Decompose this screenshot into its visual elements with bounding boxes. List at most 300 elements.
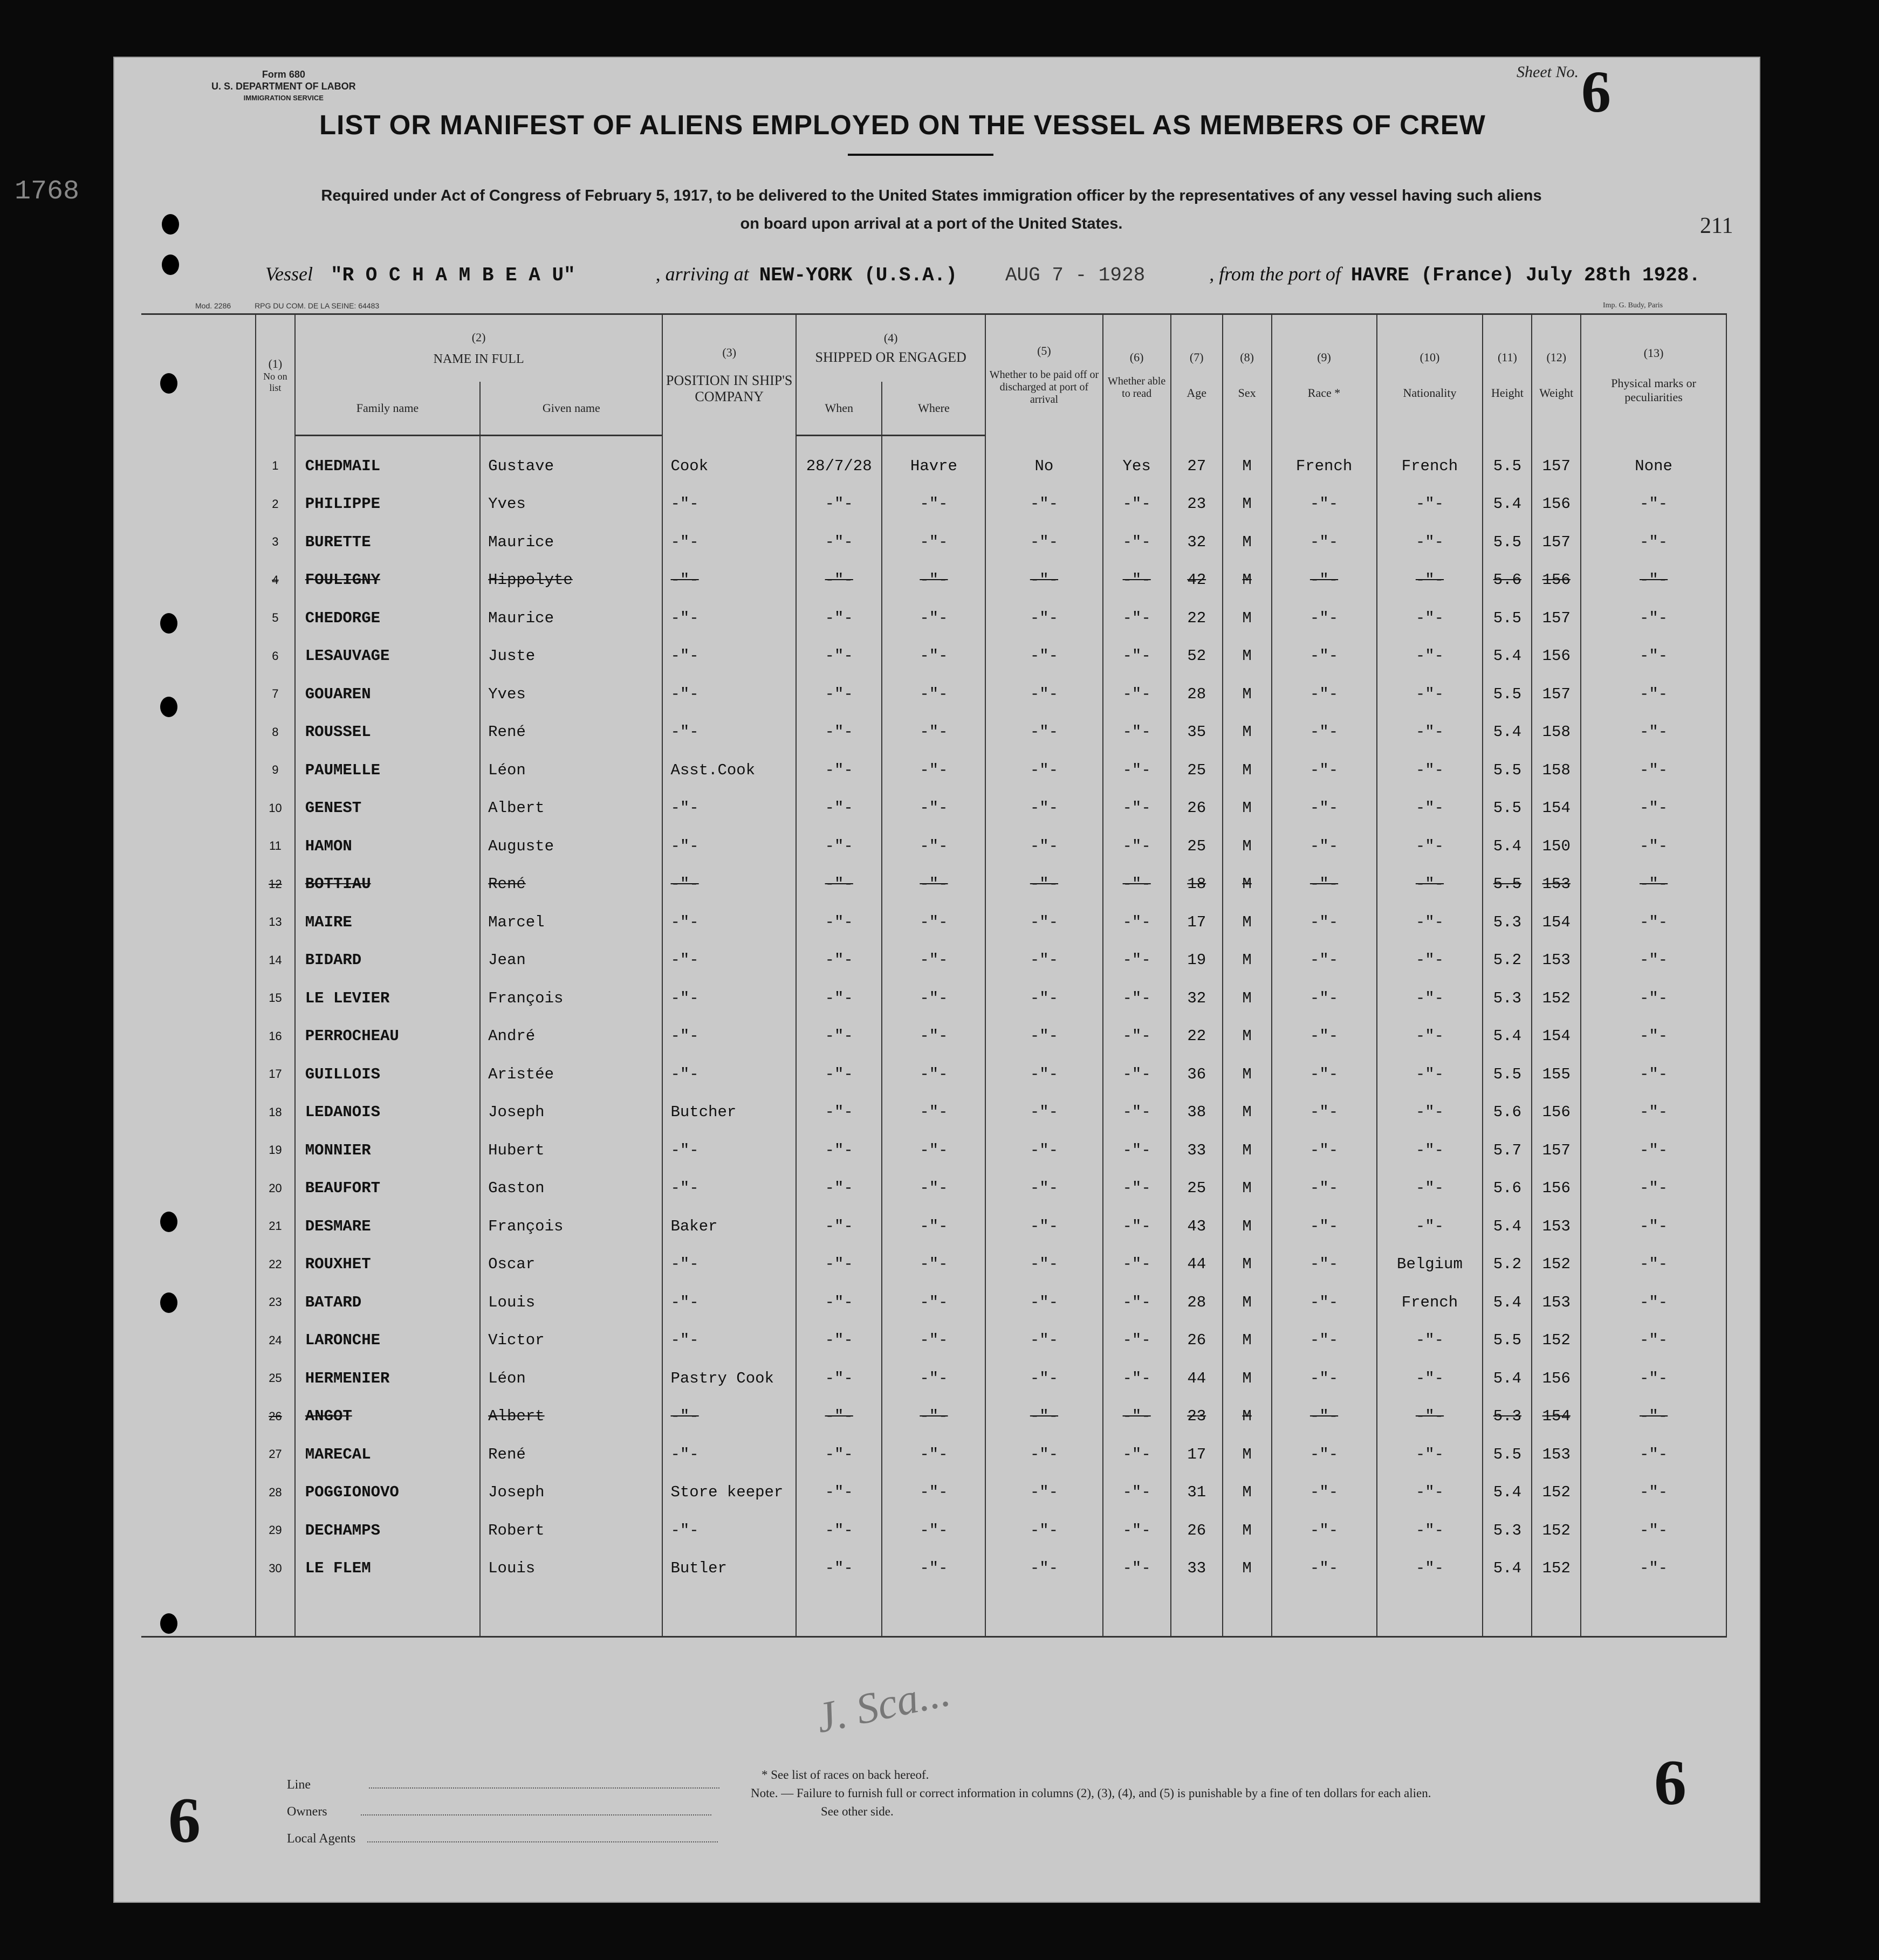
table-row <box>141 1474 1726 1512</box>
nationality-cell: -"- <box>1377 1017 1483 1056</box>
physical-marks-cell: -"- <box>1581 827 1726 865</box>
punch-hole <box>160 1613 177 1634</box>
spacer-row <box>141 436 1726 448</box>
race-cell: -"- <box>1272 1207 1377 1246</box>
row-number-cell: 3 <box>256 523 295 561</box>
weight-cell: 152 <box>1532 979 1581 1017</box>
paid-off-cell: -"- <box>985 1359 1102 1398</box>
height-cell: 5.2 <box>1483 941 1532 980</box>
height-cell: 5.3 <box>1483 1398 1532 1436</box>
table-row <box>141 713 1726 752</box>
nationality-cell: -"- <box>1377 1435 1483 1474</box>
table-row <box>141 1131 1726 1170</box>
weight-cell: 152 <box>1532 1474 1581 1512</box>
given-name-cell: Oscar <box>480 1246 662 1284</box>
shipped-where-cell: -"- <box>882 903 985 941</box>
given-name-cell: Juste <box>480 637 662 676</box>
shipped-where-cell: -"- <box>882 979 985 1017</box>
shipped-where-cell: -"- <box>882 1359 985 1398</box>
shipped-where-cell: -"- <box>882 1131 985 1170</box>
physical-marks-cell: -"- <box>1581 903 1726 941</box>
position-cell: -"- <box>662 941 796 980</box>
sex-cell: M <box>1223 1207 1272 1246</box>
paid-off-cell: -"- <box>985 979 1102 1017</box>
col-read-header: (6) Whether able to read <box>1103 314 1171 436</box>
paid-off-cell: -"- <box>985 1131 1102 1170</box>
given-name-cell: Léon <box>480 1359 662 1398</box>
sex-cell: M <box>1223 1094 1272 1132</box>
weight-cell: 157 <box>1532 523 1581 561</box>
table-row <box>141 903 1726 941</box>
other-side-note: See other side. <box>821 1805 894 1818</box>
physical-marks-cell: -"- <box>1581 561 1726 600</box>
height-cell: 5.4 <box>1483 713 1532 752</box>
crew-table <box>141 313 1727 1638</box>
weight-cell: 156 <box>1532 485 1581 524</box>
paid-off-cell: -"- <box>985 1474 1102 1512</box>
col-name-header: (2) NAME IN FULL <box>295 314 663 382</box>
race-cell: -"- <box>1272 827 1377 865</box>
punch-hole <box>160 613 177 634</box>
shipped-when-cell: -"- <box>796 1511 882 1550</box>
col-family-header: Family name <box>295 382 480 436</box>
age-cell: 25 <box>1171 751 1223 789</box>
shipped-where-cell: -"- <box>882 523 985 561</box>
physical-marks-cell: -"- <box>1581 1207 1726 1246</box>
family-name-cell: GUILLOIS <box>295 1055 480 1094</box>
margin-cell <box>141 1398 256 1436</box>
paid-off-cell: -"- <box>985 523 1102 561</box>
table-row <box>141 1055 1726 1094</box>
position-cell: -"- <box>662 1435 796 1474</box>
given-name-cell: Joseph <box>480 1094 662 1132</box>
margin-cell <box>141 1435 256 1474</box>
margin-header <box>141 314 256 436</box>
owners-label: Owners <box>287 1805 327 1819</box>
family-name-cell: PHILIPPE <box>295 485 480 524</box>
margin-cell <box>141 561 256 600</box>
given-name-cell: Auguste <box>480 827 662 865</box>
position-cell: -"- <box>662 561 796 600</box>
race-cell: -"- <box>1272 523 1377 561</box>
given-name-cell: Albert <box>480 1398 662 1436</box>
height-cell: 5.5 <box>1483 865 1532 904</box>
height-cell: 5.5 <box>1483 1435 1532 1474</box>
bottom-left-number: 6 <box>168 1784 201 1856</box>
table-row <box>141 789 1726 828</box>
position-cell: -"- <box>662 675 796 713</box>
col-weight-header: (12) Weight <box>1532 314 1581 436</box>
able-to-read-cell: -"- <box>1103 523 1171 561</box>
nationality-cell: French <box>1377 447 1483 485</box>
shipped-when-cell: -"- <box>796 979 882 1017</box>
able-to-read-cell: -"- <box>1103 1322 1171 1360</box>
sex-cell: M <box>1223 637 1272 676</box>
form-header <box>211 68 356 104</box>
sex-cell: M <box>1223 865 1272 904</box>
physical-marks-cell: -"- <box>1581 1131 1726 1170</box>
able-to-read-cell: -"- <box>1103 1435 1171 1474</box>
paid-off-cell: -"- <box>985 1094 1102 1132</box>
able-to-read-cell: -"- <box>1103 1094 1171 1132</box>
page-title: LIST OR MANIFEST OF ALIENS EMPLOYED ON THE VESSEL AS MEMBERS OF CREW <box>319 109 1486 140</box>
paid-off-cell: -"- <box>985 789 1102 828</box>
position-cell: -"- <box>662 1017 796 1056</box>
shipped-when-cell: -"- <box>796 713 882 752</box>
margin-cell <box>141 1359 256 1398</box>
weight-cell: 150 <box>1532 827 1581 865</box>
shipped-when-cell: -"- <box>796 789 882 828</box>
shipped-where-cell: -"- <box>882 1398 985 1436</box>
row-number-cell: 20 <box>256 1170 295 1208</box>
nationality-cell: -"- <box>1377 865 1483 904</box>
shipped-when-cell: -"- <box>796 1322 882 1360</box>
able-to-read-cell: -"- <box>1103 865 1171 904</box>
sex-cell: M <box>1223 941 1272 980</box>
margin-cell <box>141 1283 256 1322</box>
physical-marks-cell: -"- <box>1581 485 1726 524</box>
sex-cell: M <box>1223 903 1272 941</box>
age-cell: 44 <box>1171 1359 1223 1398</box>
punch-hole <box>160 373 177 394</box>
race-cell: -"- <box>1272 485 1377 524</box>
margin-cell <box>141 1131 256 1170</box>
paid-off-cell: No <box>985 447 1102 485</box>
shipped-where-cell: -"- <box>882 1283 985 1322</box>
able-to-read-cell: -"- <box>1103 1283 1171 1322</box>
given-name-cell: Aristée <box>480 1055 662 1094</box>
paid-off-cell: -"- <box>985 713 1102 752</box>
row-number-cell: 15 <box>256 979 295 1017</box>
line-field[interactable] <box>369 1787 719 1789</box>
race-cell: -"- <box>1272 1550 1377 1588</box>
position-cell: Butcher <box>662 1094 796 1132</box>
position-cell: -"- <box>662 713 796 752</box>
date-stamp: AUG 7 - 1928 <box>1005 264 1146 286</box>
sex-cell: M <box>1223 675 1272 713</box>
margin-cell <box>141 447 256 485</box>
arriving-port: NEW-YORK (U.S.A.) <box>759 264 957 286</box>
margin-cell <box>141 1474 256 1512</box>
race-cell: -"- <box>1272 1398 1377 1436</box>
race-cell: -"- <box>1272 903 1377 941</box>
shipped-when-cell: -"- <box>796 637 882 676</box>
weight-cell: 156 <box>1532 1359 1581 1398</box>
weight-cell: 154 <box>1532 1398 1581 1436</box>
requirement-text <box>211 182 1651 238</box>
table-row <box>141 1246 1726 1284</box>
punch-hole <box>160 1212 177 1232</box>
shipped-when-cell: -"- <box>796 1550 882 1588</box>
shipped-when-cell: -"- <box>796 1055 882 1094</box>
table-row <box>141 1283 1726 1322</box>
height-cell: 5.5 <box>1483 751 1532 789</box>
shipped-when-cell: -"- <box>796 599 882 637</box>
table-row <box>141 979 1726 1017</box>
weight-cell: 154 <box>1532 1017 1581 1056</box>
agents-field[interactable] <box>367 1841 718 1842</box>
physical-marks-cell: -"- <box>1581 713 1726 752</box>
row-number-cell: 19 <box>256 1131 295 1170</box>
position-cell: -"- <box>662 1511 796 1550</box>
row-number-cell: 2 <box>256 485 295 524</box>
height-cell: 5.5 <box>1483 789 1532 828</box>
height-cell: 5.5 <box>1483 523 1532 561</box>
family-name-cell: PAUMELLE <box>295 751 480 789</box>
shipped-where-cell: -"- <box>882 1170 985 1208</box>
shipped-when-cell: -"- <box>796 1435 882 1474</box>
shipped-where-cell: Havre <box>882 447 985 485</box>
col-given-header: Given name <box>480 382 662 436</box>
able-to-read-cell: -"- <box>1103 1207 1171 1246</box>
age-cell: 38 <box>1171 1094 1223 1132</box>
position-cell: -"- <box>662 1131 796 1170</box>
sex-cell: M <box>1223 789 1272 828</box>
family-name-cell: BOTTIAU <box>295 865 480 904</box>
shipped-when-cell: -"- <box>796 1207 882 1246</box>
owners-field[interactable] <box>361 1814 711 1815</box>
position-cell: -"- <box>662 637 796 676</box>
family-name-cell: LARONCHE <box>295 1322 480 1360</box>
able-to-read-cell: -"- <box>1103 903 1171 941</box>
height-cell: 5.3 <box>1483 1511 1532 1550</box>
margin-cell <box>141 485 256 524</box>
table-row <box>141 1511 1726 1550</box>
position-cell: -"- <box>662 1246 796 1284</box>
position-cell: Store keeper <box>662 1474 796 1512</box>
physical-marks-cell: -"- <box>1581 1435 1726 1474</box>
age-cell: 35 <box>1171 713 1223 752</box>
paid-off-cell: -"- <box>985 1283 1102 1322</box>
footer-notes <box>751 1766 1431 1821</box>
family-name-cell: LE LEVIER <box>295 979 480 1017</box>
race-cell: -"- <box>1272 561 1377 600</box>
shipped-when-cell: -"- <box>796 827 882 865</box>
age-cell: 31 <box>1171 1474 1223 1512</box>
position-cell: -"- <box>662 1170 796 1208</box>
able-to-read-cell: -"- <box>1103 637 1171 676</box>
sex-cell: M <box>1223 1359 1272 1398</box>
physical-marks-cell: -"- <box>1581 1017 1726 1056</box>
family-name-cell: HERMENIER <box>295 1359 480 1398</box>
title-underline <box>848 154 993 156</box>
row-number-cell: 22 <box>256 1246 295 1284</box>
family-name-cell: ROUSSEL <box>295 713 480 752</box>
race-cell: -"- <box>1272 1055 1377 1094</box>
nationality-cell: -"- <box>1377 751 1483 789</box>
shipped-where-cell: -"- <box>882 1550 985 1588</box>
shipped-when-cell: -"- <box>796 941 882 980</box>
race-cell: -"- <box>1272 979 1377 1017</box>
margin-cell <box>141 1322 256 1360</box>
family-name-cell: FOULIGNY <box>295 561 480 600</box>
col-age-header: (7) Age <box>1171 314 1223 436</box>
table-row <box>141 1359 1726 1398</box>
nationality-cell: -"- <box>1377 827 1483 865</box>
age-cell: 52 <box>1171 637 1223 676</box>
margin-cell <box>141 1094 256 1132</box>
sex-cell: M <box>1223 599 1272 637</box>
height-cell: 5.5 <box>1483 1322 1532 1360</box>
table-row <box>141 865 1726 904</box>
physical-marks-cell: -"- <box>1581 1170 1726 1208</box>
race-cell: -"- <box>1272 1283 1377 1322</box>
physical-marks-cell: -"- <box>1581 1398 1726 1436</box>
weight-cell: 157 <box>1532 447 1581 485</box>
shipped-when-cell: -"- <box>796 561 882 600</box>
family-name-cell: GENEST <box>295 789 480 828</box>
paid-off-cell: -"- <box>985 485 1102 524</box>
able-to-read-cell: -"- <box>1103 1550 1171 1588</box>
paid-off-cell: -"- <box>985 1170 1102 1208</box>
punch-hole <box>162 255 179 275</box>
shipped-where-cell: -"- <box>882 1511 985 1550</box>
nationality-cell: -"- <box>1377 599 1483 637</box>
given-name-cell: Jean <box>480 941 662 980</box>
family-name-cell: BATARD <box>295 1283 480 1322</box>
col-nationality-header: (10) Nationality <box>1377 314 1483 436</box>
race-cell: -"- <box>1272 1170 1377 1208</box>
position-cell: Pastry Cook <box>662 1359 796 1398</box>
row-number-cell: 21 <box>256 1207 295 1246</box>
shipped-when-cell: -"- <box>796 1474 882 1512</box>
height-cell: 5.4 <box>1483 637 1532 676</box>
position-cell: -"- <box>662 523 796 561</box>
weight-cell: 152 <box>1532 1511 1581 1550</box>
able-to-read-cell: -"- <box>1103 941 1171 980</box>
able-to-read-cell: -"- <box>1103 789 1171 828</box>
weight-cell: 156 <box>1532 561 1581 600</box>
vessel-name: "R O C H A M B E A U" <box>330 264 575 286</box>
family-name-cell: CHEDMAIL <box>295 447 480 485</box>
nationality-cell: -"- <box>1377 1055 1483 1094</box>
weight-cell: 157 <box>1532 599 1581 637</box>
row-number-cell: 7 <box>256 675 295 713</box>
paid-off-cell: -"- <box>985 1550 1102 1588</box>
nationality-cell: -"- <box>1377 1094 1483 1132</box>
able-to-read-cell: -"- <box>1103 1246 1171 1284</box>
table-row <box>141 1435 1726 1474</box>
age-cell: 33 <box>1171 1131 1223 1170</box>
table-row <box>141 1322 1726 1360</box>
able-to-read-cell: -"- <box>1103 979 1171 1017</box>
age-cell: 22 <box>1171 1017 1223 1056</box>
footer-fields <box>287 1771 719 1852</box>
shipped-when-cell: -"- <box>796 1131 882 1170</box>
shipped-when-cell: -"- <box>796 485 882 524</box>
position-cell: -"- <box>662 1283 796 1322</box>
shipped-where-cell: -"- <box>882 1017 985 1056</box>
margin-cell <box>141 1511 256 1550</box>
shipped-where-cell: -"- <box>882 1094 985 1132</box>
family-name-cell: MONNIER <box>295 1131 480 1170</box>
given-name-cell: André <box>480 1017 662 1056</box>
sex-cell: M <box>1223 1474 1272 1512</box>
row-number-cell: 9 <box>256 751 295 789</box>
given-name-cell: René <box>480 865 662 904</box>
shipped-when-cell: -"- <box>796 1246 882 1284</box>
table-row <box>141 523 1726 561</box>
shipped-where-cell: -"- <box>882 789 985 828</box>
col-when-header: When <box>796 382 882 436</box>
shipped-where-cell: -"- <box>882 1435 985 1474</box>
physical-marks-cell: None <box>1581 447 1726 485</box>
weight-cell: 152 <box>1532 1322 1581 1360</box>
race-cell: -"- <box>1272 1511 1377 1550</box>
paid-off-cell: -"- <box>985 941 1102 980</box>
physical-marks-cell: -"- <box>1581 1283 1726 1322</box>
nationality-cell: -"- <box>1377 1550 1483 1588</box>
sex-cell: M <box>1223 1246 1272 1284</box>
nationality-cell: -"- <box>1377 713 1483 752</box>
shipped-where-cell: -"- <box>882 599 985 637</box>
paid-off-cell: -"- <box>985 561 1102 600</box>
table-row <box>141 675 1726 713</box>
age-cell: 32 <box>1171 523 1223 561</box>
line-label: Line <box>287 1778 311 1792</box>
able-to-read-cell: -"- <box>1103 1017 1171 1056</box>
given-name-cell: Maurice <box>480 523 662 561</box>
position-cell: -"- <box>662 599 796 637</box>
paid-off-cell: -"- <box>985 675 1102 713</box>
shipped-when-cell: -"- <box>796 1398 882 1436</box>
weight-cell: 153 <box>1532 1435 1581 1474</box>
physical-marks-cell: -"- <box>1581 941 1726 980</box>
sex-cell: M <box>1223 1017 1272 1056</box>
weight-cell: 153 <box>1532 941 1581 980</box>
able-to-read-cell: -"- <box>1103 1055 1171 1094</box>
family-name-cell: HAMON <box>295 827 480 865</box>
agents-label: Local Agents <box>287 1832 356 1846</box>
table-row <box>141 1170 1726 1208</box>
mod-text <box>195 301 379 310</box>
margin-cell <box>141 1207 256 1246</box>
shipped-when-cell: 28/7/28 <box>796 447 882 485</box>
physical-marks-cell: -"- <box>1581 1246 1726 1284</box>
given-name-cell: François <box>480 1207 662 1246</box>
row-number-cell: 26 <box>256 1398 295 1436</box>
margin-cell <box>141 523 256 561</box>
weight-cell: 158 <box>1532 751 1581 789</box>
table-row <box>141 827 1726 865</box>
row-number-cell: 4 <box>256 561 295 600</box>
col-where-header: Where <box>882 382 985 436</box>
shipped-where-cell: -"- <box>882 1246 985 1284</box>
position-cell: -"- <box>662 1398 796 1436</box>
blank-row <box>141 1587 1726 1637</box>
sex-cell: M <box>1223 447 1272 485</box>
weight-cell: 157 <box>1532 1131 1581 1170</box>
col-race-header: (9) Race * <box>1272 314 1377 436</box>
paid-off-cell: -"- <box>985 599 1102 637</box>
nationality-cell: -"- <box>1377 1359 1483 1398</box>
physical-marks-cell: -"- <box>1581 979 1726 1017</box>
table-row <box>141 941 1726 980</box>
position-cell: -"- <box>662 903 796 941</box>
row-number-cell: 17 <box>256 1055 295 1094</box>
shipped-where-cell: -"- <box>882 1322 985 1360</box>
row-number-cell: 28 <box>256 1474 295 1512</box>
given-name-cell: Marcel <box>480 903 662 941</box>
margin-cell <box>141 713 256 752</box>
family-name-cell: ANGOT <box>295 1398 480 1436</box>
sex-cell: M <box>1223 751 1272 789</box>
physical-marks-cell: -"- <box>1581 1094 1726 1132</box>
given-name-cell: Joseph <box>480 1474 662 1512</box>
shipped-where-cell: -"- <box>882 827 985 865</box>
weight-cell: 152 <box>1532 1246 1581 1284</box>
physical-marks-cell: -"- <box>1581 599 1726 637</box>
